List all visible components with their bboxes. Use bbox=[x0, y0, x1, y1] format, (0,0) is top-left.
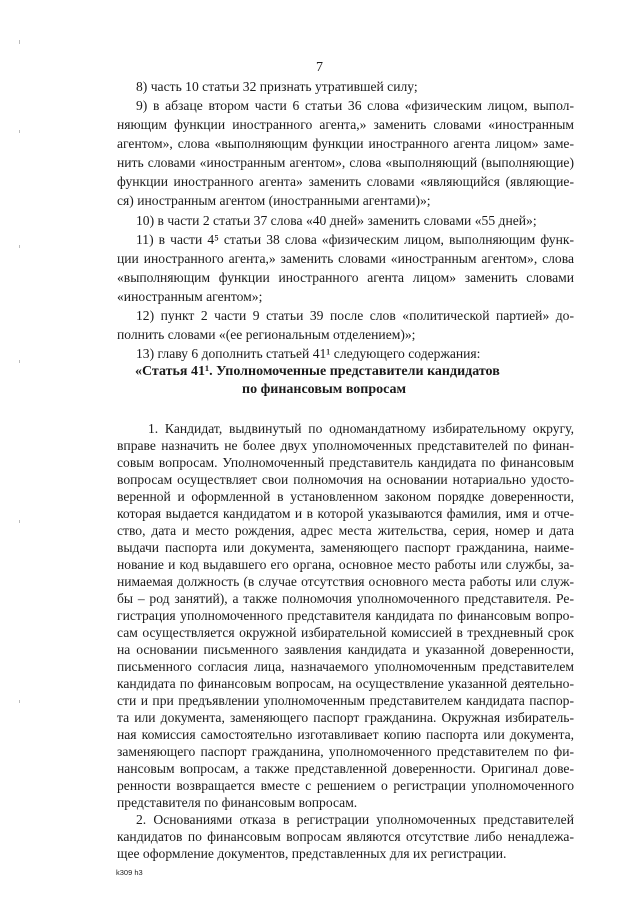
amendment-line: 13) главу 6 дополнить статьей 41¹ следующего содержания: bbox=[136, 346, 481, 361]
scan-mark bbox=[19, 40, 20, 44]
body-line: вправе назначить не более двух уполномоченных представителей по финан- bbox=[117, 438, 574, 453]
article-heading-line2: по финансовым вопросам bbox=[242, 382, 407, 397]
body-line: веренной и оформленной в установленном законом порядке доверенности, bbox=[117, 489, 574, 504]
scan-mark bbox=[19, 245, 20, 248]
amendment-line: полнить словами «(ее региональным отделением)»; bbox=[117, 327, 416, 342]
body-line: бы – род занятий), а также полномочия уполномоченного представителя. Ре- bbox=[117, 591, 574, 606]
body-line: представителя по финансовым вопросам. bbox=[117, 795, 358, 810]
body-line: 1. Кандидат, выдвинутый по одномандатному избирательному округу, bbox=[148, 421, 574, 436]
amendment-line: 8) часть 10 статьи 32 признать утратившей силу; bbox=[136, 79, 418, 94]
body-line: щее оформление документов, представленных для их регистрации. bbox=[117, 846, 507, 861]
body-line: ренности возвращается вместе с решением о регистрации уполномоченного bbox=[117, 778, 574, 793]
body-line: гистрация уполномоченного представителя кандидата по финансовым вопро- bbox=[117, 608, 574, 623]
body-line: нимаемая должность (в случае отсутствия основного места работы или служ- bbox=[117, 574, 574, 589]
scan-mark bbox=[19, 700, 20, 703]
body-line: нование и код выдавшего его органа, основное место работы или службы, за- bbox=[117, 557, 574, 572]
scan-mark bbox=[19, 520, 20, 523]
amendment-line: ся) иностранным агентом (иностранными агентами)»; bbox=[117, 193, 431, 208]
page-number: 7 bbox=[316, 60, 323, 75]
amendment-line: агентом», слова «выполняющим функции иностранного агента лицом» заме- bbox=[117, 136, 574, 151]
amendment-line: няющим функции иностранного агента,» заменить словами «иностранным bbox=[117, 117, 574, 132]
body-line: сти и при предъявлении уполномоченным представителем кандидата паспор- bbox=[117, 693, 574, 708]
body-line: кандидата по финансовым вопросам, на осуществление указанной деятельно- bbox=[117, 676, 574, 691]
body-line: нансовым вопросам, а также представленной доверенности. Оригинал дове- bbox=[117, 761, 574, 776]
amendment-line: «иностранным агентом»; bbox=[117, 289, 263, 304]
amendment-line: нить словами «иностранным агентом», слова «выполняющий (выполняющие) bbox=[117, 155, 574, 170]
scan-mark bbox=[19, 360, 20, 363]
amendment-line: 12) пункт 2 части 9 статьи 39 после слов «политической партией» до- bbox=[136, 308, 574, 323]
amendment-line: «выполняющим функции иностранного агента лицом» заменить словами bbox=[117, 270, 574, 285]
body-line: кандидатов по финансовым вопросам являются отсутствие либо ненадлежа- bbox=[117, 829, 574, 844]
amendment-line: ции иностранного агента,» заменить словами «иностранным агентом», слова bbox=[117, 251, 574, 266]
amendment-line: функции иностранного агента» заменить словами «являющийся (являющие- bbox=[117, 174, 574, 189]
scan-mark bbox=[19, 130, 20, 133]
footer-code: k309 h3 bbox=[116, 868, 143, 877]
body-line: выдачи паспорта или документа, заменяющего паспорт гражданина, наиме- bbox=[117, 540, 574, 555]
body-line: 2. Основаниями отказа в регистрации уполномоченных представителей bbox=[136, 812, 574, 827]
body-line: на основании письменного заявления кандидата и указанной доверенности, bbox=[117, 642, 574, 657]
amendment-line: 9) в абзаце втором части 6 статьи 36 слова «физическим лицом, выпол- bbox=[136, 98, 574, 113]
article-heading-line1: «Статья 41¹. Уполномоченные представители кандидатов bbox=[135, 364, 500, 379]
body-line: та или документа, заменяющего паспорт гражданина. Окружная избиратель- bbox=[117, 710, 574, 725]
body-line: заменяющего паспорт гражданина, уполномоченного представителем по фи- bbox=[117, 744, 574, 759]
body-line: которая выдается кандидатом и в которой указываются фамилия, имя и отче- bbox=[117, 506, 574, 521]
body-line: вопросам осуществляет свои полномочия на основании нотариально удосто- bbox=[117, 472, 574, 487]
body-line: ная комиссия самостоятельно изготавливает копию паспорта или документа, bbox=[117, 727, 574, 742]
amendment-line: 11) в части 4⁵ статьи 38 слова «физическим лицом, выполняющим функ- bbox=[136, 232, 574, 247]
body-line: ство, дата и место рождения, адрес места жительства, серия, номер и дата bbox=[117, 523, 574, 538]
body-line: сам осуществляется окружной избирательной комиссией в трехдневный срок bbox=[117, 625, 574, 640]
body-line: письменного согласия лица, назначаемого уполномоченным представителем bbox=[117, 659, 574, 674]
amendment-line: 10) в части 2 статьи 37 слова «40 дней» заменить словами «55 дней»; bbox=[136, 213, 537, 228]
body-line: совым вопросам. Уполномоченный представитель кандидата по финансовым bbox=[117, 455, 574, 470]
